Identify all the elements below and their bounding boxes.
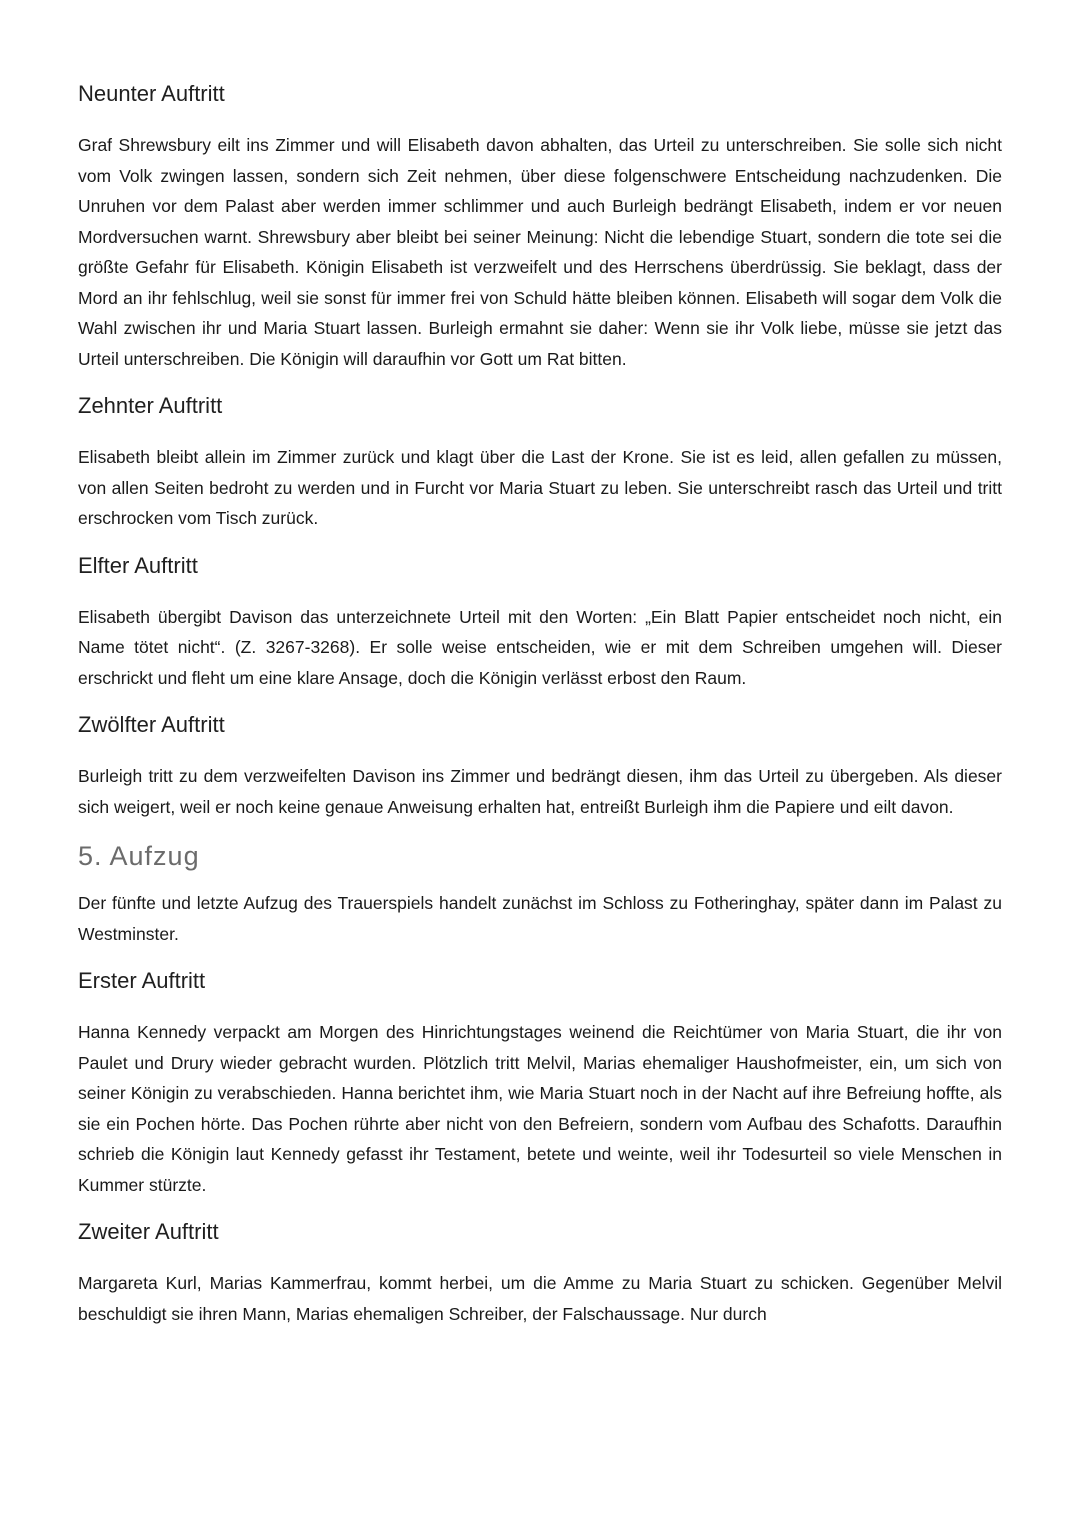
scene-summary-zehnter: Elisabeth bleibt allein im Zimmer zurück und klagt über die Last der Krone. Sie ist es leid, allen gefallen zu müssen, von allen Seiten bedroht zu werden und in Furcht vor Maria Stuart zu leben. Sie unterschreibt rasch das Urteil und tritt erschrocken vom Tisch zurück. xyxy=(78,447,1002,528)
scene-heading-elfter: Elfter Auftritt xyxy=(78,552,198,578)
scene-heading-neunter: Neunter Auftritt xyxy=(78,81,225,106)
scene-heading-zweiter: Zweiter Auftritt xyxy=(78,1219,219,1244)
act-heading-5: 5. Aufzug xyxy=(78,841,200,871)
scene-summary-neunter: Graf Shrewsbury eilt ins Zimmer und will Elisabeth davon abhalten, das Urteil zu unterschreiben. Sie solle sich nicht vom Volk zwingen lassen, sondern sich Zeit nehmen, über diese folgenschwere Entscheidung nachzudenken. Die Unruhen vor dem Palast aber werden immer schlimmer und auch Burleigh bedrängt Elisabeth, indem er vor neuen Mordversuchen warnt. Shrewsbury aber bleibt bei seiner Meinung: Nicht die lebendige Stuart, sondern die tote sei die größte Gefahr für Elisabeth. Königin Elisabeth ist verzweifelt und des Herrschens überdrüssig. Sie beklagt, dass der Mord an ihr fehlschlug, weil sie sonst für immer frei von Schuld hätte bleiben können. Elisabeth will sogar dem Volk die Wahl zwischen ihr und Maria Stuart lassen. Burleigh ermahnt sie daher: Wenn sie ihr Volk liebe, müsse sie jetzt das Urteil unterschreiben. Die Königin will daraufhin vor Gott um Rat bitten. xyxy=(78,135,1002,369)
document-page xyxy=(78,76,1002,1329)
scene-summary-zwoelfter: Burleigh tritt zu dem verzweifelten Davison ins Zimmer und bedrängt diesen, ihm das Urteil zu übergeben. Als dieser sich weigert, weil er noch keine genaue Anweisung erhalten hat, entreißt Burleigh ihm die Papiere und eilt davon. xyxy=(78,766,1002,817)
act-summary-5: Der fünfte und letzte Aufzug des Trauerspiels handelt zunächst im Schloss zu Fotheringhay, später dann im Palast zu Westminster. xyxy=(78,893,1002,944)
scene-heading-zwoelfter: Zwölfter Auftritt xyxy=(78,712,225,737)
scene-summary-elfter: Elisabeth übergibt Davison das unterzeichnete Urteil mit den Worten: „Ein Blatt Papier entscheidet noch nicht, ein Name tötet nicht“. (Z. 3267-3268). Er solle weise entscheiden, wie er mit dem Schreiben umgehen will. Dieser erschrickt und fleht um eine klare Ansage, doch die Königin verlässt erbost den Raum. xyxy=(78,606,1002,688)
scene-summary-zweiter: Margareta Kurl, Marias Kammerfrau, kommt herbei, um die Amme zu Maria Stuart zu schicken. Gegenüber Melvil beschuldigt sie ihren Mann, Marias ehemaligen Schreiber, der Falschaussage. Nur durch xyxy=(78,1273,1002,1324)
scene-heading-zehnter: Zehnter Auftritt xyxy=(78,393,223,418)
scene-summary-erster: Hanna Kennedy verpackt am Morgen des Hinrichtungstages weinend die Reichtümer von Maria Stuart, die ihr von Paulet und Drury wieder gebracht wurden. Plötzlich tritt Melvil, Marias ehemaliger Haushofmeister, ein, um sich von seiner Königin zu verabschieden. Hanna berichtet ihm, wie Maria Stuart noch in der Nacht auf ihre Befreiung hoffte, als sie ein Pochen hörte. Das Pochen rührte aber nicht von den Befreiern, sondern vom Aufbau des Schafotts. Daraufhin schrieb die Königin laut Kennedy gefasst ihr Testament, betete und weinte, weil ihr Todesurteil so viele Menschen in Kummer stürzte. xyxy=(78,1022,1002,1195)
scene-heading-erster: Erster Auftritt xyxy=(78,968,206,993)
